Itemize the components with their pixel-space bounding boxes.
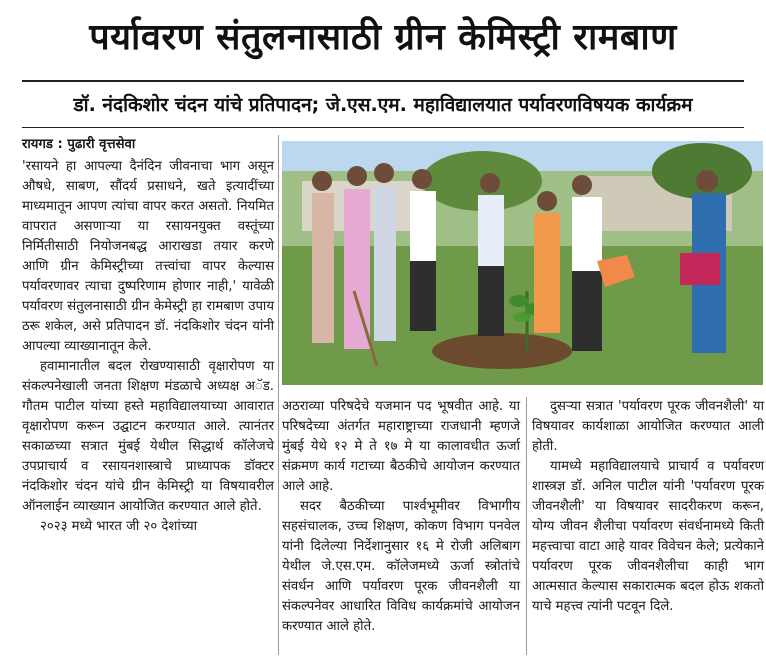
paragraph: सदर बैठकीच्या पार्श्वभूमीवर विभागीय सहसंचालक, उच्च शिक्षण, कोकण विभाग पनवेल यांनी दिलेल्या निर्देशानुसार १६ मे रोजी अलिबाग येथील जे.एस.एम. कॉलेजमध्ये ऊर्जा स्त्रोतांचे संवर्धन आणि पर्यावरण पूरक जीवनशैली या संकल्पनेवर आधारित विविध कार्यक्रमांचे आयोजन करण्यात आले होते. bbox=[282, 499, 520, 634]
paragraph: हवामानातील बदल रोखण्यासाठी वृक्षारोपण या संकल्पनेखाली जनता शिक्षण मंडळाचे अध्यक्ष अॅड. गौतम पाटील यांच्या हस्ते महाविद्यालयाच्या आवारात वृक्षारोपण करून उद्घाटन करण्यात आले. त्यानंतर सकाळच्या सत्रात मुंबई येथील सिद्धार्थ कॉलेजचे उपप्राचार्य व रसायनशास्त्राचे प्राध्यापक डॉक्टर नंदकिशोर चंदन यांचे ग्रीन केमिस्ट्री या विषयावरील ऑनलाईन व्याख्यान आयोजित करण्यात आले होते. bbox=[22, 359, 274, 514]
byline: रायगड : पुढारी वृत्तसेवा bbox=[22, 137, 136, 152]
paragraph: यामध्ये महाविद्यालयाचे प्राचार्य व पर्यावरण शास्त्रज्ञ डॉ. अनिल पाटील यांनी 'पर्यावरण पूरक जीवनशैली' या विषयावर सादरीकरण करून, योग्य जीवन शैलीचा पर्यावरण संवर्धनामध्ये किती महत्त्वाचा वाटा आहे यावर विवेचन केले; प्रत्येकाने पर्यावरण पूरक जीवनशैलीचा काही भाग आत्मसात केल्यास सकारात्मक बदल होऊ शकतो याचे महत्त्व त्यांनी पटवून दिले. bbox=[532, 459, 764, 614]
column-divider bbox=[526, 397, 527, 655]
photo-illustration bbox=[282, 141, 763, 385]
article-column-1 bbox=[22, 135, 274, 537]
article-column-2 bbox=[282, 397, 520, 637]
subheadline-rule bbox=[22, 127, 744, 128]
tree-planting-photo bbox=[282, 141, 763, 385]
headline: पर्यावरण संतुलनासाठी ग्रीन केमिस्ट्री रामबाण bbox=[89, 17, 677, 58]
paragraph: २०२३ मध्ये भारत जी २० देशांच्या bbox=[40, 519, 198, 534]
article-column-3 bbox=[532, 397, 764, 617]
headline-rule bbox=[22, 80, 744, 82]
paragraph: अठराव्या परिषदेचे यजमान पद भूषवीत आहे. या परिषदेच्या अंतर्गत महाराष्ट्राच्या राजधानी म्हणजे मुंबई येथे १२ मे ते १७ मे या कालावधीत ऊर्जा संक्रमण कार्य गटाच्या बैठकीचे आयोजन करण्यात आले आहे. bbox=[282, 399, 520, 494]
column-divider bbox=[278, 135, 279, 655]
subheadline: डॉ. नंदकिशोर चंदन यांचे प्रतिपादन; जे.एस.एम. महाविद्यालयात पर्यावरणविषयक कार्यक्रम bbox=[73, 94, 693, 116]
paragraph: दुसऱ्या सत्रात 'पर्यावरण पूरक जीवनशैली' या विषयावर कार्यशाळा आयोजित करण्यात आली होती. bbox=[532, 399, 764, 454]
paragraph: 'रसायने हा आपल्या दैनंदिन जीवनाचा भाग असून औषधे, साबण, सौंदर्य प्रसाधने, खते इत्यादींच्या माध्यमातून आपण त्यांचा वापर करत असतो. नियमित वापरात असणाऱ्या या रसायनयुक्त वस्तूंच्या निर्मितीसाठी नियोजनबद्ध आराखडा तयार करणे आणि ग्रीन केमिस्ट्रीच्या तत्त्वांचा वापर केल्यास पर्यावरणावर त्याचा दुष्परिणाम होणार नाही,' यावेळी पर्यावरण संतुलनासाठी ग्रीन केमेस्ट्री हा रामबाण उपाय ठरू शकेल, असे प्रतिपादन डॉ. नंदकिशोर चंदन यांनी आपल्या व्याख्यानातून केले. bbox=[22, 159, 274, 354]
